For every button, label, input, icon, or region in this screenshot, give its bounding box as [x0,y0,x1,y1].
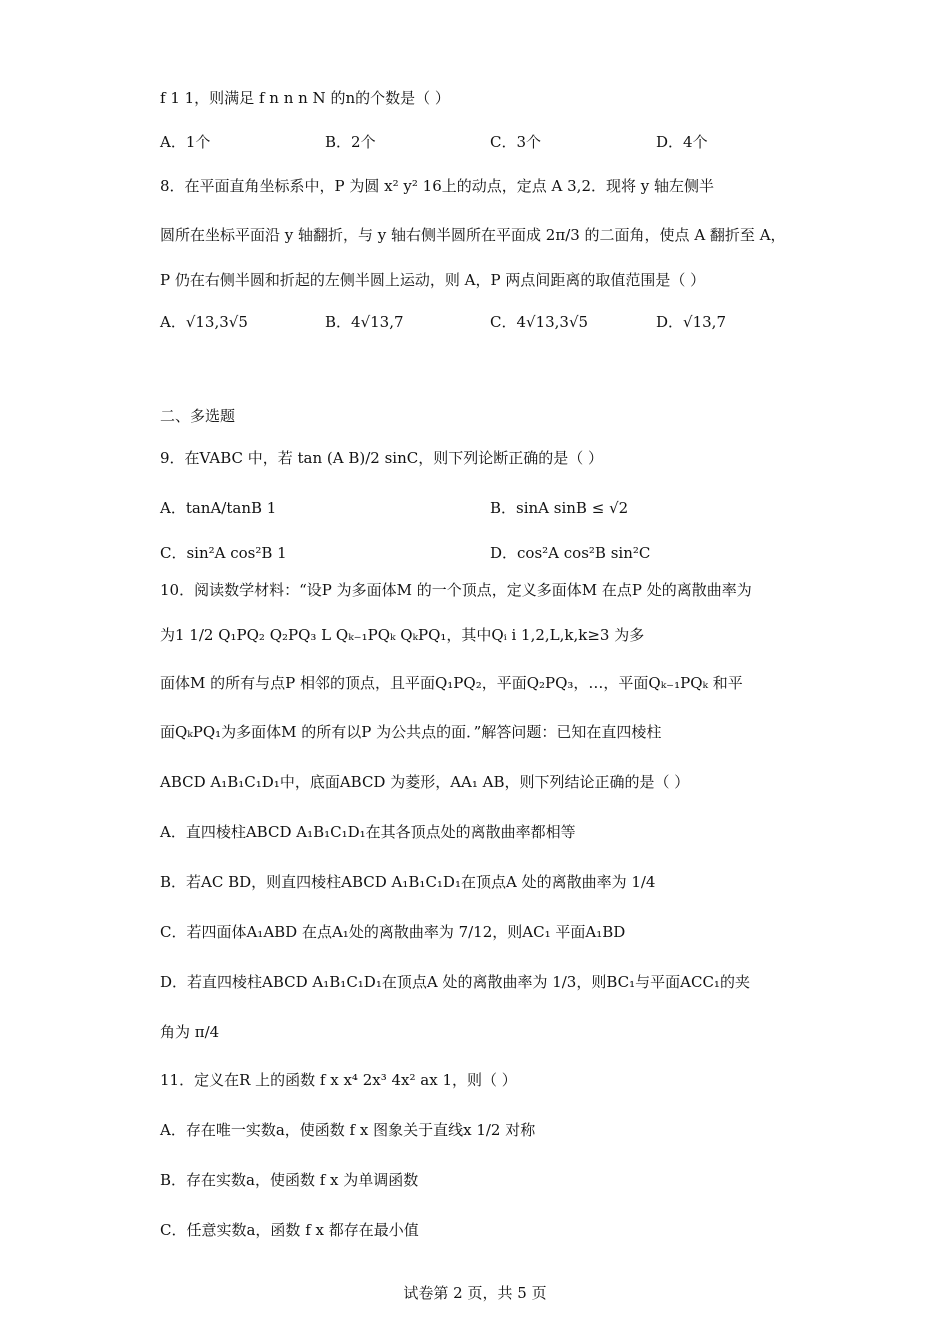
q7-option-c: C．3个 [490,133,542,151]
q10-line-5: ABCD A₁B₁C₁D₁中，底面ABCD 为菱形，AA₁ AB，则下列结论正确的是（ ） [160,773,690,791]
q7-option-d: D．4个 [656,133,708,151]
q10-option-a: A．直四棱柱ABCD A₁B₁C₁D₁在其各顶点处的离散曲率都相等 [160,823,576,841]
q10-option-d-cont: 角为 π/4 [160,1023,220,1041]
q7-option-a: A．1个 [160,133,211,151]
q8-option-d: D．√13,7 [656,313,726,331]
q8-line-2: 圆所在坐标平面沿 y 轴翻折，与 y 轴右侧半圆所在平面成 2π/3 的二面角，使点 A 翻折至 A， [160,226,786,244]
q11-text: 11．定义在R 上的函数 f x x⁴ 2x³ 4x² ax 1，则（ ） [160,1071,517,1089]
q10-line-2: 为1 1/2 Q₁PQ₂ Q₂PQ₃ L Qₖ₋₁PQₖ QₖPQ₁，其中Qᵢ i 1,2,L,k,k≥3 为多 [160,626,645,644]
q11-option-c: C．任意实数a，函数 f x 都存在最小值 [160,1221,419,1239]
q7-text: f 1 1，则满足 f n n n N 的n的个数是（ ） [160,89,450,107]
q10-option-c: C．若四面体A₁ABD 在点A₁处的离散曲率为 7/12，则AC₁ 平面A₁BD [160,923,626,941]
page-footer: 试卷第 2 页，共 5 页 [403,1284,547,1302]
q9-option-a: A．tanA/tanB 1 [160,499,277,517]
q8-line-3: P 仍在右侧半圆和折起的左侧半圆上运动，则 A，P 两点间距离的取值范围是（ ） [160,271,706,289]
q9-option-c: C．sin²A cos²B 1 [160,544,287,562]
q8-line-1: 8．在平面直角坐标系中，P 为圆 x² y² 16上的动点，定点 A 3,2．现将 y 轴左侧半 [160,177,714,195]
q10-option-d: D．若直四棱柱ABCD A₁B₁C₁D₁在顶点A 处的离散曲率为 1/3，则BC₁与平面ACC₁的夹 [160,973,750,991]
q10-option-b: B．若AC BD，则直四棱柱ABCD A₁B₁C₁D₁在顶点A 处的离散曲率为 1/4 [160,873,656,891]
section-heading: 二、多选题 [160,407,236,425]
q9-option-d: D．cos²A cos²B sin²C [490,544,651,562]
q7-option-b: B．2个 [325,133,376,151]
q10-line-1: 10．阅读数学材料：“设P 为多面体M 的一个顶点，定义多面体M 在点P 处的离散曲率为 [160,581,752,599]
q10-line-4: 面QₖPQ₁为多面体M 的所有以P 为公共点的面．”解答问题：已知在直四棱柱 [160,723,662,741]
q8-option-c: C．4√13,3√5 [490,313,589,331]
q11-option-b: B．存在实数a，使函数 f x 为单调函数 [160,1171,419,1189]
q9-option-b: B．sinA sinB ≤ √2 [490,499,629,517]
q8-option-b: B．4√13,7 [325,313,404,331]
q11-option-a: A．存在唯一实数a，使函数 f x 图象关于直线x 1/2 对称 [160,1121,536,1139]
q10-line-3: 面体M 的所有与点P 相邻的顶点，且平面Q₁PQ₂，平面Q₂PQ₃，…，平面Qₖ₋₁PQₖ 和平 [160,674,743,692]
q9-text: 9．在VABC 中，若 tan (A B)/2 sinC，则下列论断正确的是（ ） [160,449,603,467]
q8-option-a: A．√13,3√5 [160,313,248,331]
